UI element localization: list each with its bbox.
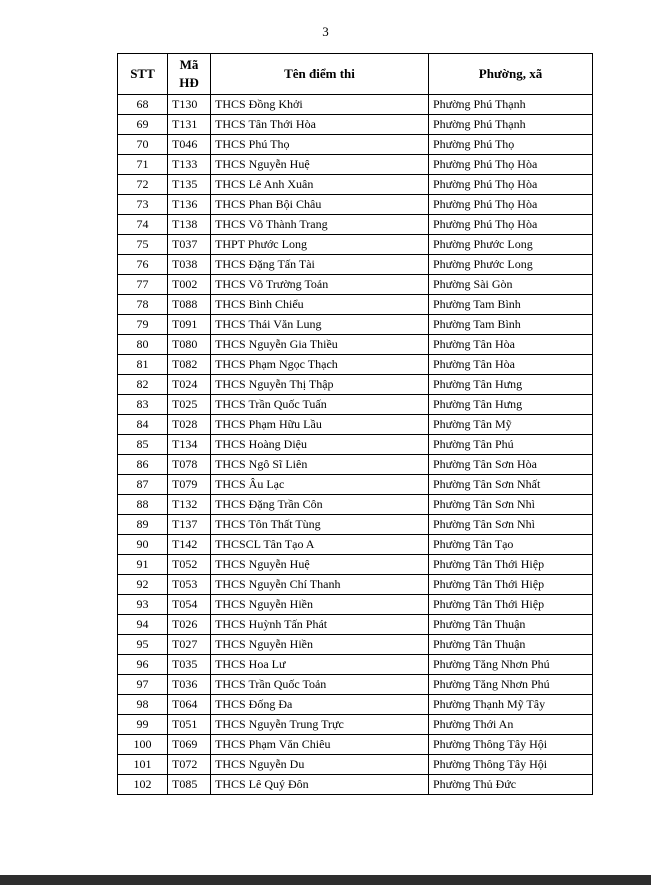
cell-site-name: THCS Nguyễn Trung Trực xyxy=(211,715,429,735)
cell-code: T135 xyxy=(168,175,211,195)
cell-site-name: THCS Huỳnh Tấn Phát xyxy=(211,615,429,635)
cell-ward: Phường Phú Thọ Hòa xyxy=(429,155,593,175)
cell-site-name: THCS Nguyễn Hiền xyxy=(211,595,429,615)
header-row xyxy=(118,54,593,95)
cell-code: T026 xyxy=(168,615,211,635)
table-row xyxy=(118,175,593,195)
table-row xyxy=(118,315,593,335)
table-row xyxy=(118,475,593,495)
cell-stt: 85 xyxy=(118,435,168,455)
cell-stt: 72 xyxy=(118,175,168,195)
cell-stt: 84 xyxy=(118,415,168,435)
cell-stt: 87 xyxy=(118,475,168,495)
table-row xyxy=(118,455,593,475)
cell-stt: 92 xyxy=(118,575,168,595)
cell-stt: 78 xyxy=(118,295,168,315)
cell-ward: Phường Phú Thọ xyxy=(429,135,593,155)
table-row xyxy=(118,115,593,135)
cell-ward: Phường Thông Tây Hội xyxy=(429,735,593,755)
cell-stt: 91 xyxy=(118,555,168,575)
header-site-name: Tên điểm thi xyxy=(211,54,429,95)
cell-code: T137 xyxy=(168,515,211,535)
cell-code: T130 xyxy=(168,95,211,115)
cell-stt: 100 xyxy=(118,735,168,755)
table-row xyxy=(118,275,593,295)
cell-code: T142 xyxy=(168,535,211,555)
cell-site-name: THCS Bình Chiểu xyxy=(211,295,429,315)
cell-ward: Phường Phú Thạnh xyxy=(429,95,593,115)
cell-ward: Phường Tân Thới Hiệp xyxy=(429,555,593,575)
table-row xyxy=(118,195,593,215)
header-ward: Phường, xã xyxy=(429,54,593,95)
cell-code: T082 xyxy=(168,355,211,375)
table-row xyxy=(118,695,593,715)
table-row xyxy=(118,555,593,575)
cell-stt: 69 xyxy=(118,115,168,135)
cell-site-name: THCS Đống Đa xyxy=(211,695,429,715)
cell-stt: 94 xyxy=(118,615,168,635)
cell-ward: Phường Sài Gòn xyxy=(429,275,593,295)
cell-site-name: THCS Ngô Sĩ Liên xyxy=(211,455,429,475)
table-row xyxy=(118,655,593,675)
cell-site-name: THCS Tôn Thất Tùng xyxy=(211,515,429,535)
table-row xyxy=(118,595,593,615)
cell-stt: 70 xyxy=(118,135,168,155)
table-row xyxy=(118,775,593,795)
cell-ward: Phường Tân Sơn Nhì xyxy=(429,515,593,535)
table-row xyxy=(118,135,593,155)
cell-ward: Phường Tân Phú xyxy=(429,435,593,455)
table-header xyxy=(118,54,593,95)
cell-stt: 74 xyxy=(118,215,168,235)
cell-code: T079 xyxy=(168,475,211,495)
table-row xyxy=(118,235,593,255)
cell-site-name: THCS Phạm Ngọc Thạch xyxy=(211,355,429,375)
cell-site-name: THCS Hoàng Diệu xyxy=(211,435,429,455)
cell-site-name: THCS Âu Lạc xyxy=(211,475,429,495)
table-row xyxy=(118,495,593,515)
cell-ward: Phường Thới An xyxy=(429,715,593,735)
cell-stt: 97 xyxy=(118,675,168,695)
cell-site-name: THCS Võ Thành Trang xyxy=(211,215,429,235)
cell-stt: 101 xyxy=(118,755,168,775)
cell-ward: Phường Tân Thới Hiệp xyxy=(429,595,593,615)
table-row xyxy=(118,395,593,415)
cell-code: T072 xyxy=(168,755,211,775)
cell-stt: 102 xyxy=(118,775,168,795)
cell-code: T091 xyxy=(168,315,211,335)
cell-site-name: THCS Hoa Lư xyxy=(211,655,429,675)
cell-site-name: THCS Võ Trường Toản xyxy=(211,275,429,295)
cell-ward: Phường Phú Thọ Hòa xyxy=(429,175,593,195)
cell-stt: 81 xyxy=(118,355,168,375)
table-row xyxy=(118,215,593,235)
cell-site-name: THCS Nguyễn Du xyxy=(211,755,429,775)
cell-code: T064 xyxy=(168,695,211,715)
cell-site-name: THCS Nguyễn Chí Thanh xyxy=(211,575,429,595)
cell-site-name: THCS Nguyễn Huệ xyxy=(211,155,429,175)
cell-ward: Phường Tân Thuận xyxy=(429,615,593,635)
cell-stt: 98 xyxy=(118,695,168,715)
cell-ward: Phường Thạnh Mỹ Tây xyxy=(429,695,593,715)
page-number: 3 xyxy=(322,24,329,39)
cell-code: T038 xyxy=(168,255,211,275)
cell-ward: Phường Tân Sơn Hòa xyxy=(429,455,593,475)
exam-sites-table xyxy=(117,53,593,795)
viewer-bottom-bar xyxy=(0,875,651,885)
table-row xyxy=(118,755,593,775)
cell-stt: 68 xyxy=(118,95,168,115)
cell-site-name: THCS Phạm Văn Chiêu xyxy=(211,735,429,755)
cell-ward: Phường Tăng Nhơn Phú xyxy=(429,675,593,695)
table-row xyxy=(118,515,593,535)
cell-ward: Phường Tân Hưng xyxy=(429,375,593,395)
table-row xyxy=(118,95,593,115)
cell-site-name: THCS Đặng Tấn Tài xyxy=(211,255,429,275)
cell-site-name: THCSCL Tân Tạo A xyxy=(211,535,429,555)
cell-stt: 90 xyxy=(118,535,168,555)
cell-ward: Phường Phú Thạnh xyxy=(429,115,593,135)
cell-site-name: THPT Phước Long xyxy=(211,235,429,255)
cell-ward: Phường Tam Bình xyxy=(429,295,593,315)
cell-stt: 93 xyxy=(118,595,168,615)
cell-code: T088 xyxy=(168,295,211,315)
cell-code: T069 xyxy=(168,735,211,755)
cell-stt: 79 xyxy=(118,315,168,335)
cell-code: T036 xyxy=(168,675,211,695)
table-row xyxy=(118,155,593,175)
table-row xyxy=(118,715,593,735)
cell-code: T046 xyxy=(168,135,211,155)
cell-code: T024 xyxy=(168,375,211,395)
cell-ward: Phường Tân Thới Hiệp xyxy=(429,575,593,595)
cell-stt: 89 xyxy=(118,515,168,535)
cell-code: T136 xyxy=(168,195,211,215)
cell-site-name: THCS Đặng Trần Côn xyxy=(211,495,429,515)
cell-site-name: THCS Nguyễn Huệ xyxy=(211,555,429,575)
header-stt: STT xyxy=(118,54,168,95)
cell-code: T132 xyxy=(168,495,211,515)
cell-site-name: THCS Phú Thọ xyxy=(211,135,429,155)
table-row xyxy=(118,675,593,695)
cell-code: T131 xyxy=(168,115,211,135)
table-row xyxy=(118,295,593,315)
cell-site-name: THCS Trần Quốc Toản xyxy=(211,675,429,695)
table-row xyxy=(118,415,593,435)
cell-site-name: THCS Lê Quý Đôn xyxy=(211,775,429,795)
cell-site-name: THCS Trần Quốc Tuấn xyxy=(211,395,429,415)
cell-site-name: THCS Thái Văn Lung xyxy=(211,315,429,335)
cell-stt: 83 xyxy=(118,395,168,415)
cell-code: T052 xyxy=(168,555,211,575)
cell-stt: 99 xyxy=(118,715,168,735)
cell-code: T051 xyxy=(168,715,211,735)
cell-code: T138 xyxy=(168,215,211,235)
cell-stt: 77 xyxy=(118,275,168,295)
cell-code: T053 xyxy=(168,575,211,595)
cell-code: T134 xyxy=(168,435,211,455)
cell-site-name: THCS Đồng Khởi xyxy=(211,95,429,115)
cell-stt: 96 xyxy=(118,655,168,675)
cell-code: T002 xyxy=(168,275,211,295)
cell-site-name: THCS Tân Thới Hòa xyxy=(211,115,429,135)
cell-ward: Phường Thông Tây Hội xyxy=(429,755,593,775)
cell-code: T035 xyxy=(168,655,211,675)
cell-ward: Phường Thủ Đức xyxy=(429,775,593,795)
cell-code: T027 xyxy=(168,635,211,655)
cell-stt: 88 xyxy=(118,495,168,515)
cell-stt: 95 xyxy=(118,635,168,655)
cell-code: T133 xyxy=(168,155,211,175)
cell-ward: Phường Tân Tạo xyxy=(429,535,593,555)
table-row xyxy=(118,635,593,655)
cell-ward: Phường Tân Mỹ xyxy=(429,415,593,435)
header-code-line1: Mã xyxy=(179,57,199,72)
cell-ward: Phường Tăng Nhơn Phú xyxy=(429,655,593,675)
cell-stt: 71 xyxy=(118,155,168,175)
cell-stt: 73 xyxy=(118,195,168,215)
table-row xyxy=(118,535,593,555)
cell-code: T025 xyxy=(168,395,211,415)
cell-stt: 80 xyxy=(118,335,168,355)
cell-code: T080 xyxy=(168,335,211,355)
cell-site-name: THCS Phạm Hữu Lầu xyxy=(211,415,429,435)
cell-site-name: THCS Nguyễn Thị Thập xyxy=(211,375,429,395)
table-row xyxy=(118,255,593,275)
cell-site-name: THCS Lê Anh Xuân xyxy=(211,175,429,195)
table-body xyxy=(118,95,593,795)
cell-site-name: THCS Nguyễn Hiền xyxy=(211,635,429,655)
cell-code: T028 xyxy=(168,415,211,435)
header-code xyxy=(168,54,211,95)
cell-code: T085 xyxy=(168,775,211,795)
cell-ward: Phường Tân Sơn Nhất xyxy=(429,475,593,495)
cell-code: T037 xyxy=(168,235,211,255)
cell-stt: 75 xyxy=(118,235,168,255)
table-row xyxy=(118,375,593,395)
cell-site-name: THCS Nguyễn Gia Thiều xyxy=(211,335,429,355)
cell-code: T078 xyxy=(168,455,211,475)
table-row xyxy=(118,435,593,455)
cell-ward: Phường Phú Thọ Hòa xyxy=(429,195,593,215)
cell-ward: Phường Tân Hưng xyxy=(429,395,593,415)
cell-code: T054 xyxy=(168,595,211,615)
header-code-line2: HĐ xyxy=(179,75,199,90)
cell-ward: Phường Tân Hòa xyxy=(429,355,593,375)
cell-stt: 86 xyxy=(118,455,168,475)
table-row xyxy=(118,355,593,375)
cell-stt: 82 xyxy=(118,375,168,395)
cell-ward: Phường Tân Sơn Nhì xyxy=(429,495,593,515)
table-row xyxy=(118,335,593,355)
cell-ward: Phường Tân Thuận xyxy=(429,635,593,655)
table-row xyxy=(118,735,593,755)
cell-stt: 76 xyxy=(118,255,168,275)
cell-ward: Phường Phú Thọ Hòa xyxy=(429,215,593,235)
cell-ward: Phường Tân Hòa xyxy=(429,335,593,355)
table-row xyxy=(118,575,593,595)
cell-ward: Phường Tam Bình xyxy=(429,315,593,335)
cell-site-name: THCS Phan Bội Châu xyxy=(211,195,429,215)
table-row xyxy=(118,615,593,635)
cell-ward: Phường Phước Long xyxy=(429,255,593,275)
cell-ward: Phường Phước Long xyxy=(429,235,593,255)
